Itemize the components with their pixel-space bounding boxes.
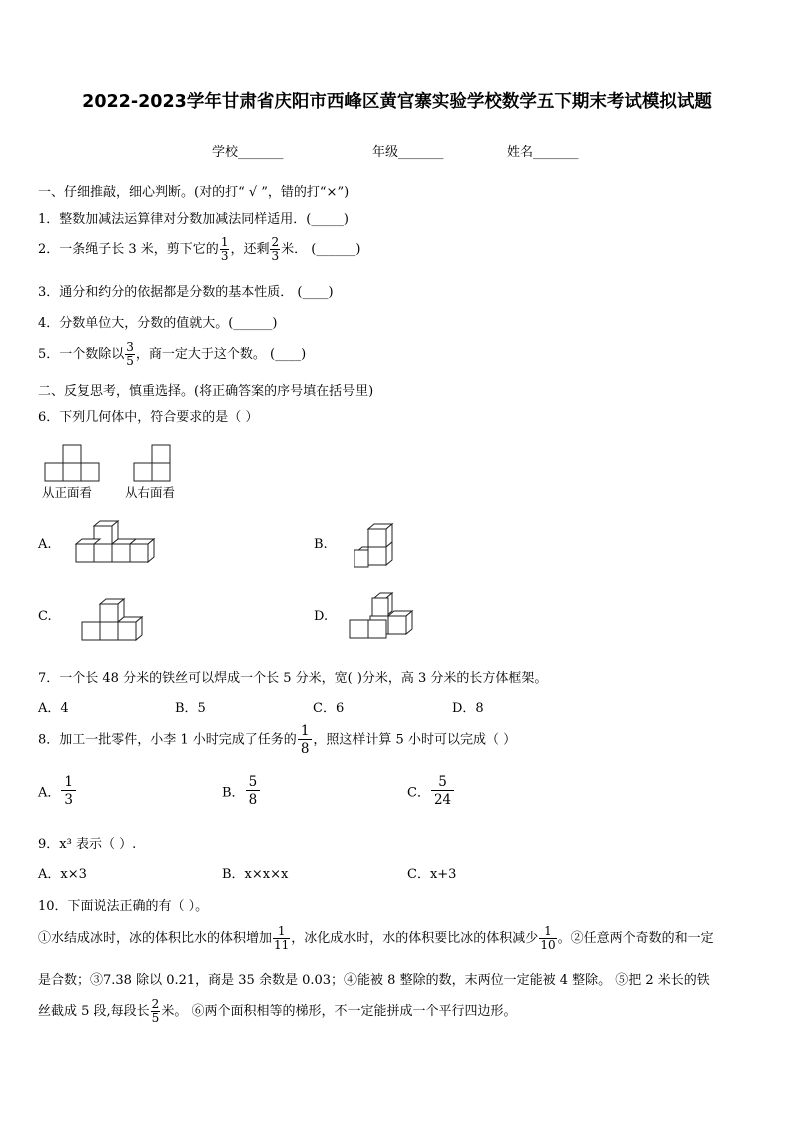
question-10: 10．下面说法正确的有（ ）。 <box>38 899 209 914</box>
front-view-figure <box>44 444 100 482</box>
q8-option-b[interactable]: B． $\frac{5}{8}$ <box>222 774 261 808</box>
page-title: 2022-2023学年甘肃省庆阳市西峰区黄官寨实验学校数学五下期末考试模拟试题 <box>82 92 712 112</box>
question-7: 7．一个长 48 分米的铁丝可以焊成一个长 5 分米，宽( )分米，高 3 分米的长方体框架。 <box>38 671 548 686</box>
option-b-figure[interactable] <box>354 520 410 572</box>
question-3: 3．通分和约分的依据都是分数的基本性质． (____) <box>38 285 334 300</box>
q8-fraction: $\frac{1}{8}$ <box>298 723 313 757</box>
option-c-figure[interactable] <box>80 596 144 644</box>
front-view-label: 从正面看 <box>42 485 93 500</box>
q10-line-3: 丝截成 5 段,每段长 $\frac{2}{5}$ 米。 ⑥两个面积相等的梯形，不一定能拼成一个平行四边形。 <box>38 997 517 1025</box>
q9-option-a[interactable]: A．x×3 <box>38 867 87 882</box>
right-view-label: 从右面看 <box>125 485 176 500</box>
q8-option-a[interactable]: A． $\frac{1}{3}$ <box>38 774 77 808</box>
q2-text-a: 2．一条绳子长 3 米，剪下它的 <box>38 242 219 257</box>
q7-option-d[interactable]: D．8 <box>452 701 484 716</box>
option-a-figure[interactable] <box>68 520 156 572</box>
option-d-label[interactable]: D. <box>314 609 329 624</box>
q7-option-a[interactable]: A．4 <box>38 701 69 716</box>
q10-line-1: ①水结成冰时，冰的体积比水的体积增加 $\frac{1}{11}$ ，冰化成水时，水的体积要比冰的体积减少 $\frac{1}{10}$ 。②任意两个奇数的和一定 <box>38 924 714 952</box>
q8-option-a-fraction: $\frac{1}{3}$ <box>61 774 76 808</box>
school-field[interactable]: 学校_______ <box>212 145 284 160</box>
question-9: 9．x³ 表示（ ）. <box>38 837 137 852</box>
q7-option-c[interactable]: C．6 <box>313 701 345 716</box>
q5-text-a: 5．一个数除以 <box>38 347 125 362</box>
q8-option-b-fraction: $\frac{5}{8}$ <box>246 774 261 808</box>
q5-fraction: $\frac{3}{5}$ <box>126 340 134 368</box>
question-8 <box>38 723 516 757</box>
question-6: 6．下列几何体中，符合要求的是（ ） <box>38 410 259 425</box>
grade-field[interactable]: 年级_______ <box>372 145 444 160</box>
question-5 <box>38 341 306 368</box>
section2-heading: 二、反复思考，慎重选择。(将正确答案的序号填在括号里) <box>38 384 374 399</box>
q10-line-2: 是合数；③7.38 除以 0.21，商是 35 余数是 0.03；④能被 8 整除的数，末两位一定能被 4 整除。 ⑤把 2 米长的铁 <box>38 973 710 988</box>
q9-option-b[interactable]: B．x×x×x <box>222 867 289 882</box>
q2-fraction-2: $\frac{2}{3}$ <box>271 235 280 263</box>
q8-option-c[interactable]: C． $\frac{5}{24}$ <box>407 774 455 808</box>
q9-option-c[interactable]: C．x+3 <box>407 867 457 882</box>
section1-heading: 一、仔细推敲，细心判断。(对的打“ √ ”，错的打“×”) <box>38 185 350 200</box>
q8-text-b: ，照这样计算 5 小时可以完成（ ） <box>313 732 517 748</box>
name-field[interactable]: 姓名_______ <box>507 145 579 160</box>
q10-fraction-1: $\frac{1}{11}$ <box>274 924 290 952</box>
q7-option-b[interactable]: B．5 <box>175 701 206 716</box>
q8-option-c-fraction: $\frac{5}{24}$ <box>431 774 454 808</box>
q8-text-a: 8．加工一批零件，小李 1 小时完成了任务的 <box>38 732 297 748</box>
option-d-figure[interactable] <box>348 592 416 644</box>
q10-fraction-3: $\frac{2}{5}$ <box>151 997 160 1025</box>
q5-text-b: ，商一定大于这个数。 (____) <box>135 347 307 362</box>
q2-fraction-1: $\frac{1}{3}$ <box>220 235 229 263</box>
q2-text-c: 米． (______) <box>281 242 361 257</box>
option-c-label[interactable]: C. <box>38 609 52 624</box>
q2-text-b: ，还剩 <box>230 242 270 257</box>
option-a-label[interactable]: A. <box>38 537 52 552</box>
question-1: 1．整数加减法运算律对分数加减法同样适用．(_____) <box>38 212 349 227</box>
question-4: 4．分数单位大，分数的值就大。(______) <box>38 316 278 331</box>
question-2 <box>38 236 360 263</box>
q10-fraction-2: $\frac{1}{10}$ <box>540 924 556 952</box>
option-b-label[interactable]: B. <box>314 537 328 552</box>
right-view-figure <box>133 444 171 482</box>
